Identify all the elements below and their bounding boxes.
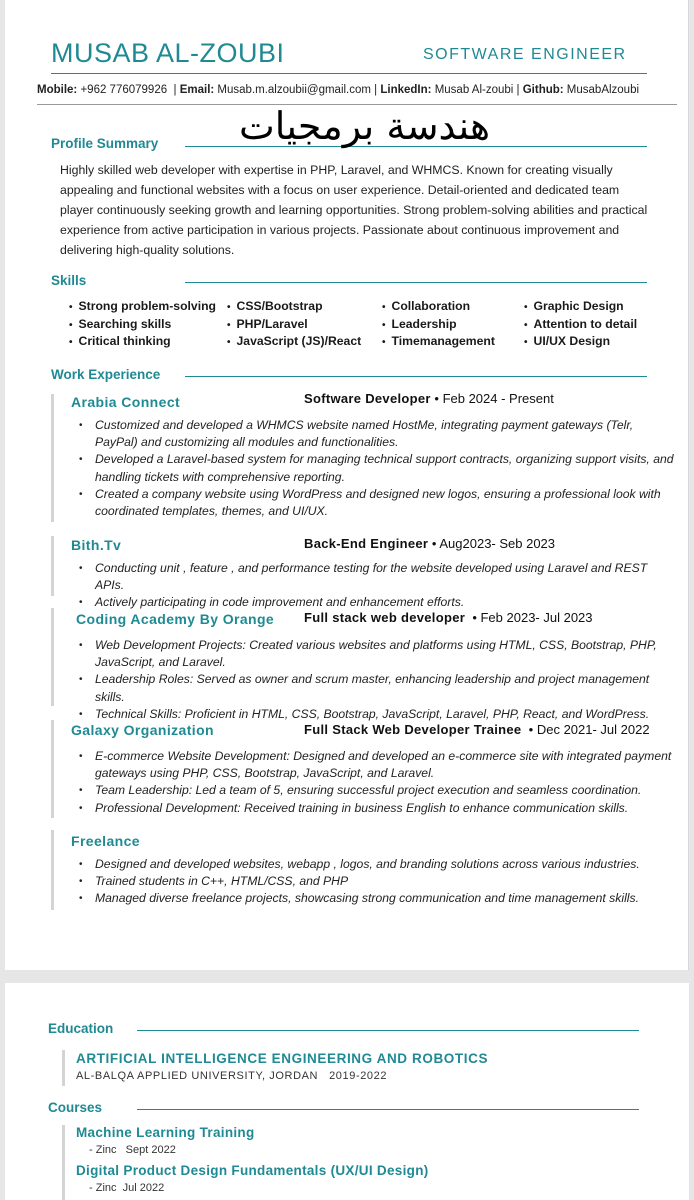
resume-page-1: [5, 0, 689, 970]
profile-summary-heading: Profile Summary: [51, 136, 159, 151]
course-date: Sept 2022: [125, 1144, 176, 1156]
job-dates: • Aug2023- Seb 2023: [431, 536, 556, 551]
skill-item: • JavaScript (JS)/React: [227, 333, 361, 351]
job-dates: • Dec 2021- Jul 2022: [528, 722, 650, 737]
job-accent-bar: [51, 830, 54, 910]
skills-column-3: [382, 298, 495, 351]
job-title: Full Stack Web Developer Trainee: [304, 722, 522, 737]
skill-item: • Leadership: [382, 316, 495, 334]
job-bullet: • Web Development Projects: Created various websites and platforms using HTML, CSS, Bootstrap, PHP, JavaScript, and Laravel.: [79, 637, 679, 671]
job-bullet: • Team Leadership: Led a team of 5, ensuring successful project execution and seamless coordination.: [79, 782, 679, 799]
job-bullet: • Designed and developed websites, webapp , logos, and branding solutions across various industries.: [79, 856, 679, 873]
course-org: - Zinc: [89, 1144, 117, 1156]
education-rule: [137, 1030, 639, 1031]
work-experience-rule: [185, 376, 647, 377]
course-details: [89, 1144, 176, 1156]
job-bullets: [79, 560, 679, 612]
job-bullet: • Developed a Laravel-based system for managing technical support contracts, organizing support visits, and handling tickets with comprehensive reporting.: [79, 451, 679, 485]
courses-accent-bar: [62, 1125, 65, 1200]
job-dates: • Feb 2023- Jul 2023: [472, 610, 593, 625]
job-bullet: • Leadership Roles: Served as owner and scrum master, enhancing leadership and project management skills.: [79, 671, 679, 705]
education-accent-bar: [62, 1050, 65, 1086]
github-value[interactable]: MusabAlzoubi: [566, 84, 640, 96]
job-company: Freelance: [71, 833, 140, 849]
job-title-line: [304, 722, 650, 737]
job-dates: • Feb 2024 - Present: [434, 391, 554, 406]
header-divider: [51, 73, 647, 74]
job-bullet: • Trained students in C++, HTML/CSS, and PHP: [79, 873, 679, 890]
skills-heading: Skills: [51, 273, 87, 288]
job-bullet: • Technical Skills: Proficient in HTML, CSS, Bootstrap, JavaScript, Laravel, PHP, React, and WordPress.: [79, 706, 679, 723]
job-title: Full stack web developer: [304, 610, 466, 625]
job-title-line: [304, 391, 554, 406]
job-bullet: • E-commerce Website Development: Designed and developed an e-commerce site with integrated payment gateways using PHP, CSS, Bootstrap, JavaScript, and Laravel.: [79, 748, 679, 782]
courses-heading: Courses: [48, 1100, 103, 1115]
skills-column-1: [69, 298, 216, 351]
job-title: Back-End Engineer: [304, 536, 429, 551]
skill-item: • Attention to detail: [524, 316, 637, 334]
skills-column-2: [227, 298, 361, 351]
job-accent-bar: [51, 394, 54, 522]
job-bullets: [79, 637, 679, 723]
email-label: Email:: [179, 84, 215, 96]
skills-column-4: [524, 298, 637, 351]
course-org: - Zinc: [89, 1182, 117, 1194]
mobile-value: +962 776079926: [80, 84, 168, 96]
github-label: Github:: [522, 84, 564, 96]
job-bullets: [79, 417, 679, 520]
skill-item: • Collaboration: [382, 298, 495, 316]
mobile-label: Mobile:: [37, 84, 78, 96]
skill-item: • Graphic Design: [524, 298, 637, 316]
job-company: Coding Academy By Orange: [76, 611, 275, 627]
degree-title: ARTIFICIAL INTELLIGENCE ENGINEERING AND ROBOTICS: [76, 1051, 489, 1066]
course-title: Digital Product Design Fundamentals (UX/UI Design): [76, 1163, 429, 1178]
job-title-line: [304, 610, 593, 625]
skill-item: • Timemanagement: [382, 333, 495, 351]
skill-item: • Searching skills: [69, 316, 216, 334]
job-bullet: • Conducting unit , feature , and performance testing for the website developed using Laravel and REST APIs.: [79, 560, 679, 594]
contact-line: Mobile: +962 776079926 | Email: Musab.m.alzoubii@gmail.com | LinkedIn: Musab Al-zoubi | Github: MusabAlzoubi: [37, 84, 640, 96]
skill-item: • PHP/Laravel: [227, 316, 361, 334]
job-bullets: [79, 856, 679, 908]
job-company: Galaxy Organization: [71, 722, 214, 738]
skill-item: • UI/UX Design: [524, 333, 637, 351]
job-title-line: [304, 536, 555, 551]
job-bullet: • Customized and developed a WHMCS website named HostMe, integrating payment gateways (Telr, PayPal) and customizing all modules and functionalities.: [79, 417, 679, 451]
course-details: [89, 1182, 164, 1194]
profile-summary-text: Highly skilled web developer with expertise in PHP, Laravel, and WHMCS. Known for creating visually appealing and functional websites with a focus on user experience. Detail-oriented and dedicated team player continuously seeking growth and learning opportunities. Strong problem-solving abilities and practical experience from active participation in various projects. Passionate about continuous improvement and delivering high-quality solutions.: [60, 163, 648, 257]
resume-page-2: [5, 983, 689, 1200]
job-bullet: • Managed diverse freelance projects, showcasing strong communication and time management skills.: [79, 890, 679, 907]
candidate-role: SOFTWARE ENGINEER: [423, 46, 627, 63]
job-title: Software Developer: [304, 391, 431, 406]
job-accent-bar: [51, 536, 54, 596]
degree-years: 2019-2022: [329, 1070, 388, 1082]
skill-item: • CSS/Bootstrap: [227, 298, 361, 316]
skills-rule: [185, 282, 647, 283]
job-bullet: • Professional Development: Received training in business English to enhance communication skills.: [79, 800, 679, 817]
skill-item: • Critical thinking: [69, 333, 216, 351]
courses-rule: [137, 1109, 639, 1110]
arabic-overlay-text: هندسة برمجيات: [239, 104, 490, 148]
education-heading: Education: [48, 1021, 114, 1036]
candidate-name: MUSAB AL-ZOUBI: [51, 38, 285, 68]
degree-details: [76, 1070, 387, 1082]
linkedin-label: LinkedIn:: [380, 84, 432, 96]
job-bullet: • Actively participating in code improvement and enhancement efforts.: [79, 594, 679, 611]
job-company: Arabia Connect: [71, 394, 181, 410]
school-name: AL-BALQA APPLIED UNIVERSITY, JORDAN: [76, 1070, 319, 1082]
email-value[interactable]: Musab.m.alzoubii@gmail.com: [217, 84, 371, 96]
job-bullet: • Created a company website using WordPress and designed new logos, ensuring a professional look with coordinated templates, themes, and UI/UX.: [79, 486, 679, 520]
linkedin-value[interactable]: Musab Al-zoubi: [434, 84, 514, 96]
job-bullets: [79, 748, 679, 817]
job-accent-bar: [51, 608, 54, 706]
skill-item: • Strong problem-solving: [69, 298, 216, 316]
course-date: Jul 2022: [122, 1182, 165, 1194]
job-accent-bar: [51, 720, 54, 818]
job-company: Bith.Tv: [71, 537, 122, 553]
work-experience-heading: Work Experience: [51, 367, 161, 382]
course-title: Machine Learning Training: [76, 1125, 255, 1140]
